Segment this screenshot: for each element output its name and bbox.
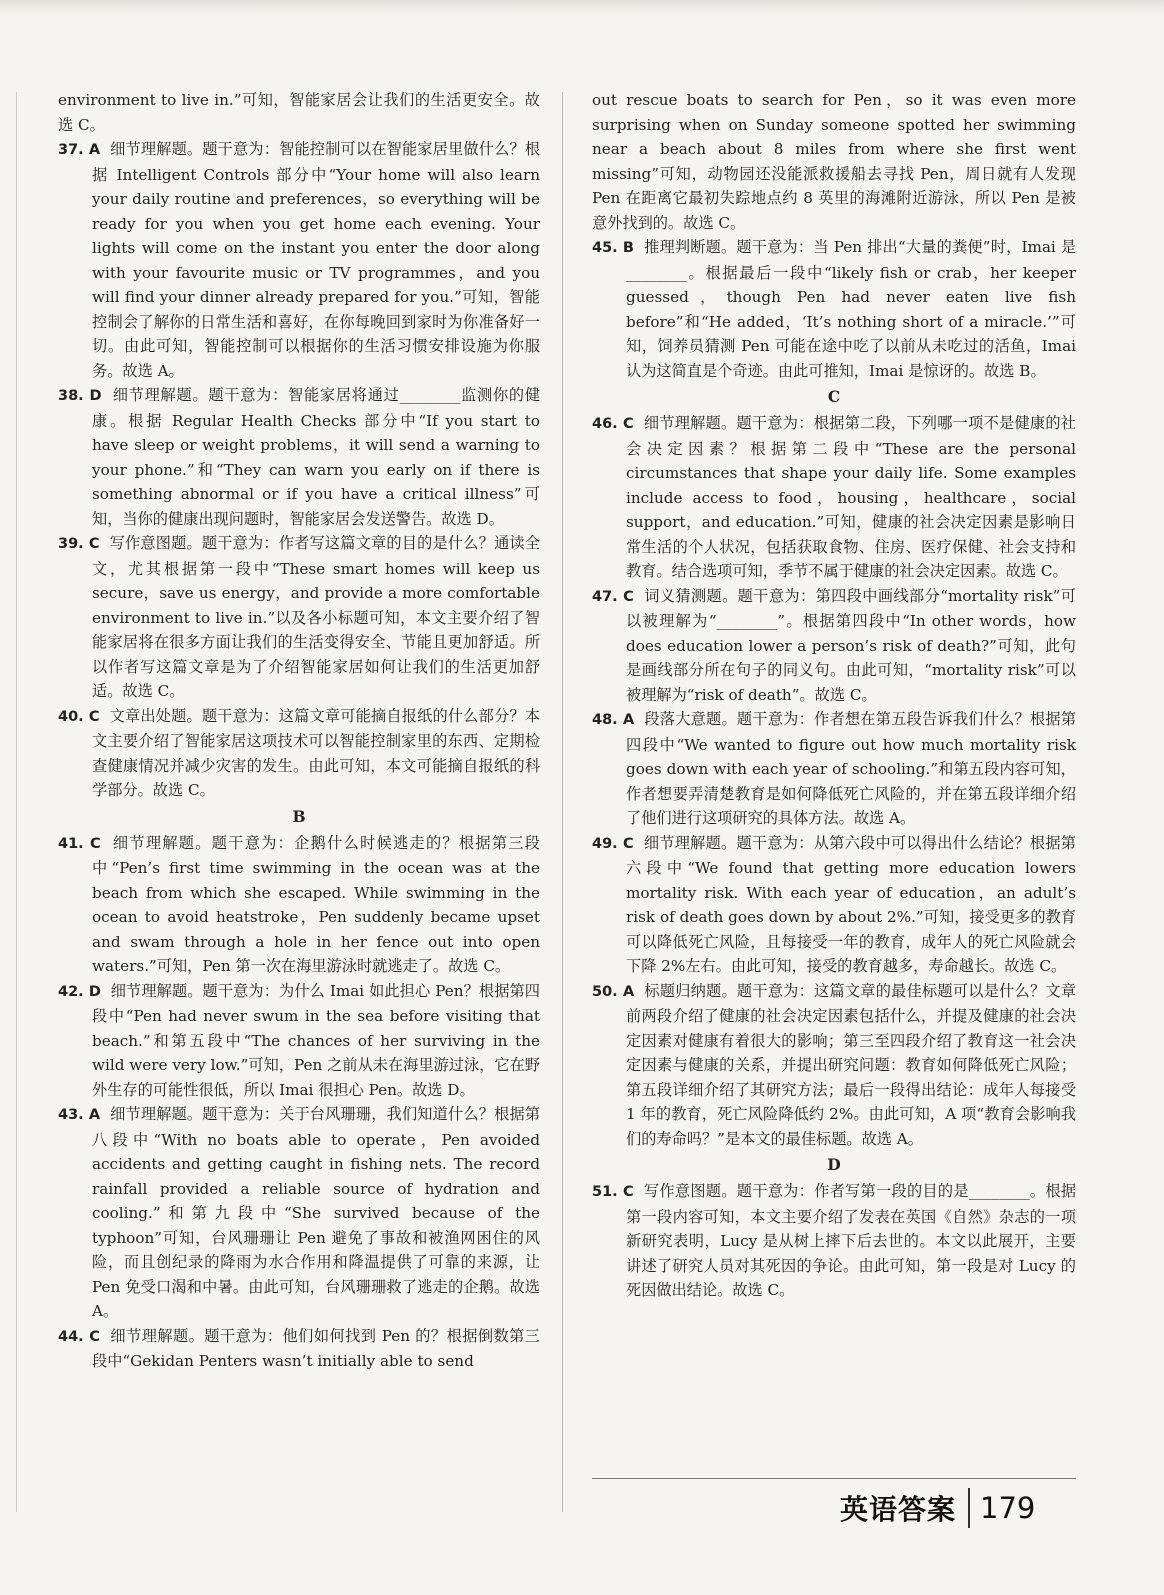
left-column — [58, 88, 540, 1374]
answer-38 — [58, 383, 540, 531]
page-footer — [840, 1486, 1035, 1530]
answer-number: 51. C — [592, 1184, 634, 1200]
footer-rule — [592, 1478, 1076, 1479]
scan-top-edge — [0, 0, 1164, 14]
answer-text: 文章出处题。题干意为：这篇文章可能摘自报纸的什么部分？本文主要介绍了智能家居这项技术可以智能控制家里的东西、定期检查健康情况并减少灾害的发生。由此可知，本文可能摘自报纸的科学部分。故选 C。 — [92, 706, 541, 799]
answer-number: 43. A — [58, 1107, 101, 1123]
answer-45 — [592, 235, 1076, 383]
answer-text: 写作意图题。题干意为：作者写第一段的目的是________。根据第一段内容可知，本文主要介绍了发表在英国《自然》杂志的一项新研究表明，Lucy 是从树上摔下后去世的。本文以此展开，主要讲述了研究人员对其死因的争论。由此可知，第一段是对 Lucy 的死因做出结论。故选 C。 — [626, 1182, 1077, 1299]
answer-number: 38. D — [58, 388, 102, 404]
continued-paragraph: environment to live in.”可知，智能家居会让我们的生活更安全。故选 C。 — [58, 91, 540, 134]
answer-number: 44. C — [58, 1328, 100, 1345]
answer-text: 细节理解题。题干意为：智能控制可以在智能家居里做什么？根据 Intelligent Controls 部分中“Your home will also learn your daily routine and preferences，so everything will be ready for you when you get home each evening. Your lights will come on the instant you enter the door along with your favourite music or TV programmes，and you will find your dinner already prepared for you.”可知，智能控制会了解你的日常生活和喜好，在你每晚回到家时为你准备好一切。由此可知，智能控制可以根据你的生活习惯安排设施为你服务。故选 A。 — [92, 140, 541, 380]
continued-paragraph: out rescue boats to search for Pen，so it was even more surprising when on Sunday someone spotted her swimming near a beach about 8 miles from where she first went missing”可知，动物园还没能派救援船去寻找 Pen，周日就有人发现 Pen 在距离它最初失踪地点约 8 英里的海滩附近游泳，所以 Pen 是被意外找到的。故选 C。 — [592, 91, 1076, 232]
answer-text: 细节理解题。题干意为：从第六段中可以得出什么结论？根据第六段中“We found that getting more education lowers mortality risk. With each year of education，an adult’s risk of death goes down by about 2%.”可知，接受更多的教育可以降低死亡风险，且每接受一年的教育，成年人的死亡风险就会下降 2%左右。由此可知，接受的教育越多，寿命越长。故选 C。 — [626, 833, 1076, 975]
answer-number: 45. B — [592, 240, 634, 256]
answer-text: 细节理解题。题干意为：根据第二段，下列哪一项不是健康的社会决定因素？根据第二段中“These are the personal circumstances that shape your daily life. Some examples include access to food，housing，healthcare，social support，and education.”可知，健康的社会决定因素是影响日常生活的个人状况，包括获取食物、住房、医疗保健、社会支持和教育。结合选项可知，季节不属于健康的社会决定因素。故选 C。 — [626, 414, 1076, 580]
answer-number: 37. A — [58, 142, 101, 158]
answer-number: 50. A — [592, 983, 635, 1000]
answer-41 — [58, 831, 540, 979]
page-number: 179 — [980, 1491, 1036, 1525]
answer-text: 段落大意题。题干意为：作者想在第五段告诉我们什么？根据第四段中“We wanted to figure out how much mortality risk goes down with each year of schooling.”和第五段内容可知，作者想要弄清楚教育是如何降低死亡风险的，并在第五段详细介绍了他们进行这项研究的具体方法。故选 A。 — [626, 710, 1077, 827]
answer-text: 词义猜测题。题干意为：第四段中画线部分“mortality risk”可以被理解为“________”。根据第四段中“In other words，how does education lower a person’s risk of death?”可知，此句是画线部分所在句子的同义句。由此可知，“mortality risk”可以被理解为“risk of death”。故选 C。 — [626, 586, 1076, 704]
answer-number: 42. D — [58, 983, 101, 1000]
right-column — [592, 88, 1076, 1303]
answer-text: 细节理解题。题干意为：智能家居将通过________监测你的健康。根据 Regular Health Checks 部分中“If you start to have sleep or weight problems，it will send a warning to your phone.”和“They can warn you early on if there is something abnormal or if you have a critical illness”可知，当你的健康出现问题时，智能家居会发送警告。故选 D。 — [92, 386, 540, 528]
answer-40 — [58, 704, 540, 803]
answer-number: 40. C — [58, 708, 100, 725]
answer-text: 推理判断题。题干意为：当 Pen 排出“大量的粪便”时，Imai 是________。根据最后一段中“likely fish or crab，her keeper guessed，though Pen had never eaten live fish before”和“He added，‘It’s nothing short of a miracle.’”可知，饲养员猜测 Pen 可能在途中吃了以前从未吃过的活鱼，Imai 认为这简直是个奇迹。由此可推知，Imai 是惊讶的。故选 B。 — [626, 238, 1077, 380]
answer-number: 49. C — [592, 835, 634, 852]
section-heading-b: B — [292, 806, 306, 826]
answer-text: 标题归纳题。题干意为：这篇文章的最佳标题可以是什么？文章前两段介绍了健康的社会决定因素包括什么，并提及健康的社会决定因素对健康有着很大的影响；第三至四段介绍了教育这一社会决定因素与健康的关系，并提出研究问题：教育如何降低死亡风险；第五段详细介绍了其研究方法；最后一段得出结论：成年人每接受 1 年的教育，死亡风险降低约 2%。由此可知，A 项“教育会影响我们的寿命吗？”是本文的最佳标题。故选 A。 — [626, 981, 1077, 1148]
answer-number: 48. A — [592, 712, 635, 728]
answer-text: 写作意图题。题干意为：作者写这篇文章的目的是什么？通读全文，尤其根据第一段中“These smart homes will keep us secure，save us energy，and provide a more comfortable environment to live in.”以及各小标题可知，本文主要介绍了智能家居将在很多方面让我们的生活变得安全、节能且更加舒适。所以作者写这篇文章是为了介绍智能家居如何让我们的生活更加舒适。故选 C。 — [92, 534, 541, 700]
answer-text: 细节理解题。题干意为：他们如何找到 Pen 的？根据倒数第三段中“Gekidan Penters wasn’t initially able to send — [92, 1326, 540, 1370]
answer-50 — [592, 979, 1076, 1152]
answer-49 — [592, 831, 1076, 979]
answer-43 — [58, 1102, 540, 1324]
answer-42 — [58, 979, 540, 1103]
answer-text: 细节理解题。题干意为：为什么 Imai 如此担心 Pen？根据第四段中“Pen had never swum in the sea before visiting that beach.”和第五段中“The chances of her surviving in the wild were very low.”可知，Pen 之前从未在海里游过泳，它在野外生存的可能性很低，所以 Imai 很担心 Pen。故选 D。 — [92, 981, 540, 1099]
section-heading-c: C — [827, 387, 841, 406]
answer-47 — [592, 584, 1076, 708]
footer-label: 英语答案 — [840, 1488, 970, 1528]
answer-51 — [592, 1179, 1076, 1303]
answer-39 — [58, 531, 540, 704]
column-divider — [562, 92, 563, 1512]
answer-number: 41. C — [58, 835, 101, 852]
answer-46 — [592, 411, 1076, 584]
answer-number: 46. C — [592, 416, 634, 432]
answer-number: 39. C — [58, 536, 100, 552]
binding-edge — [16, 92, 17, 1512]
section-heading-d: D — [827, 1155, 841, 1174]
answer-text: 细节理解题。题干意为：关于台风珊珊，我们知道什么？根据第八段中“With no boats able to operate，Pen avoided accidents and getting caught in fishing nets. The record rainfall provided a reliable source of hydration and cooling.”和第九段中“She survived because of the typhoon”可知，台风珊珊让 Pen 避免了事故和被渔网困住的风险，而且创纪录的降雨为水合作用和降温提供了可靠的来源，让 Pen 免受口渴和中暑。由此可知，台风珊珊救了逃走的企鹅。故选 A。 — [92, 1105, 541, 1320]
answer-number: 47. C — [592, 588, 634, 605]
answer-44 — [58, 1324, 540, 1374]
answer-37 — [58, 137, 540, 383]
answer-text: 细节理解题。题干意为：企鹅什么时候逃走的？根据第三段中“Pen’s first time swimming in the ocean was at the beach from which she escaped. While swimming in the ocean to avoid heatstroke，Pen suddenly became upset and swam through a hole in her fence out into open waters.”可知，Pen 第一次在海里游泳时就逃走了。故选 C。 — [92, 833, 540, 975]
answer-48 — [592, 707, 1076, 831]
